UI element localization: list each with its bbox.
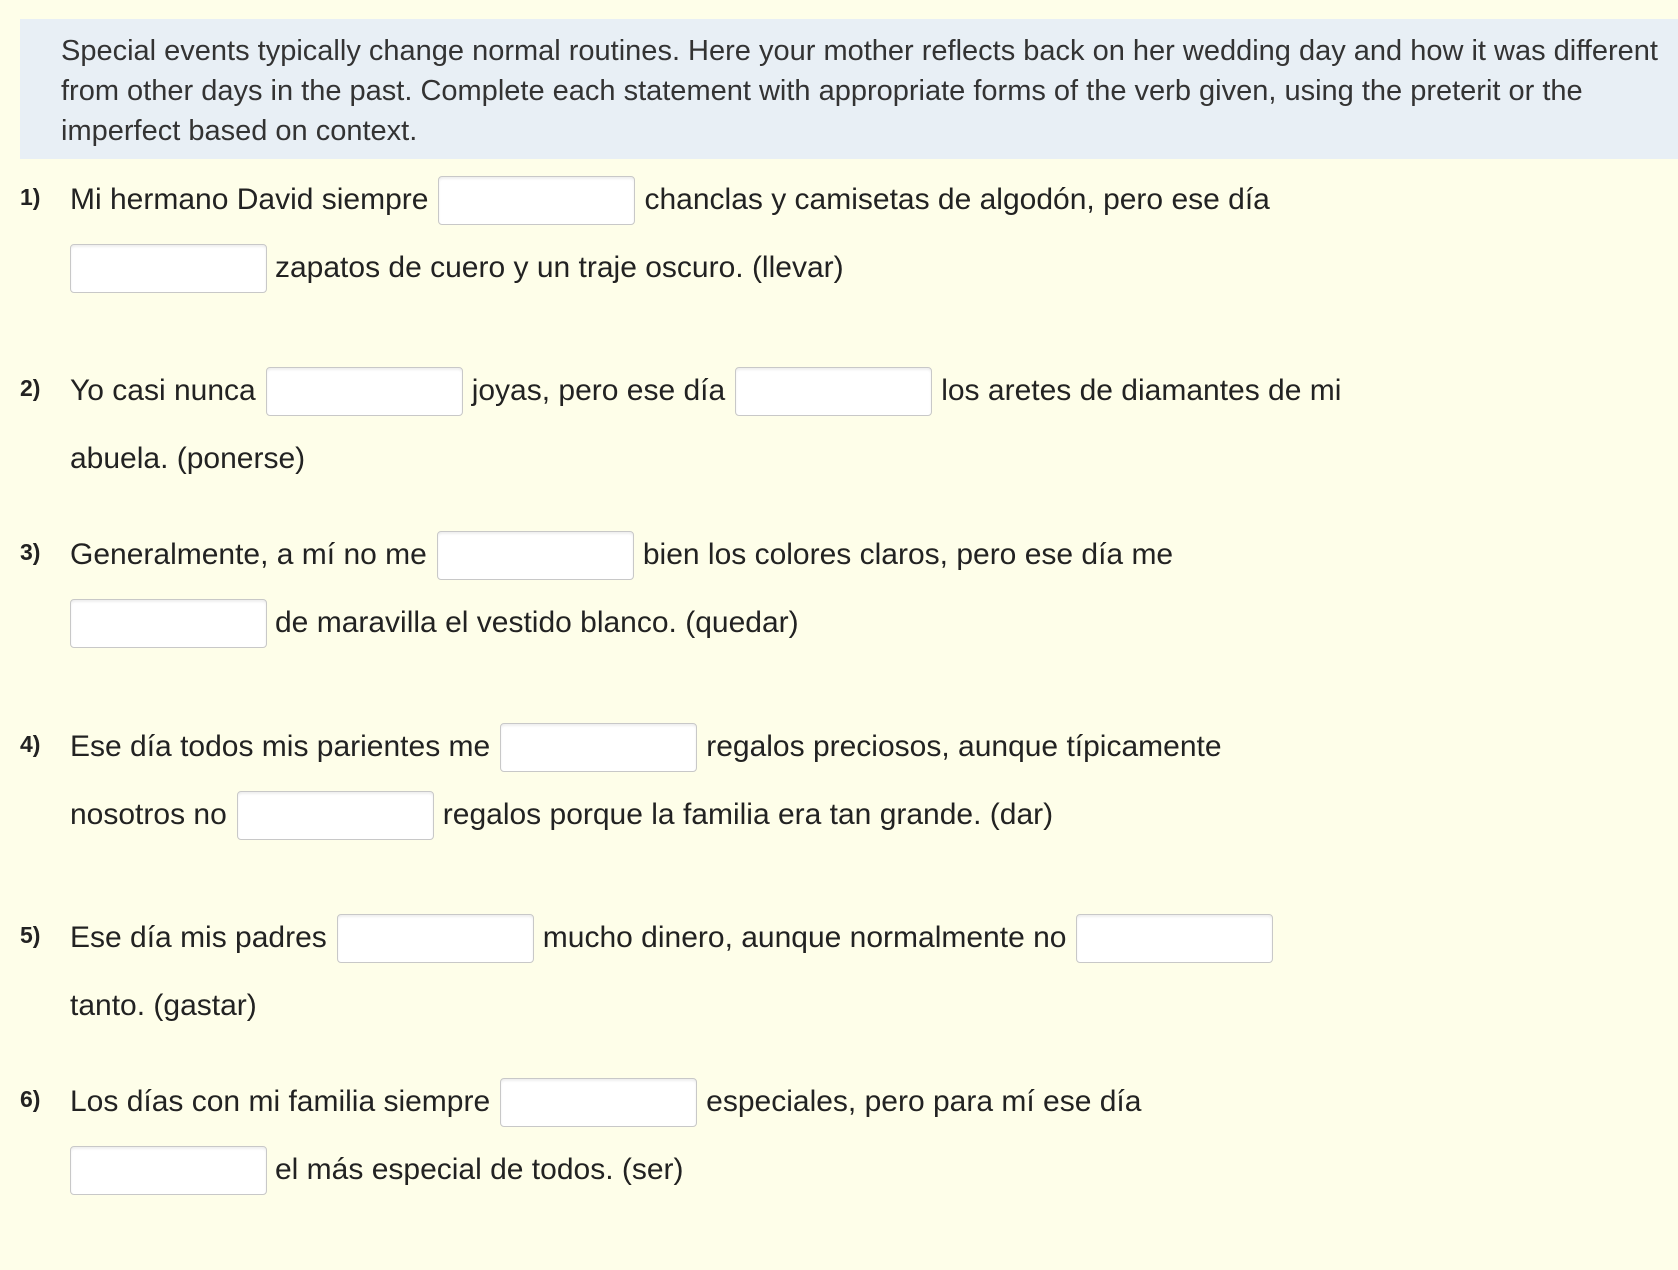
- question-text: Ese día mis padres: [70, 921, 327, 954]
- question-line: [70, 433, 305, 485]
- question-text: Ese día todos mis parientes me: [70, 730, 491, 763]
- instructions-panel: [20, 19, 1678, 159]
- answer-input-1b[interactable]: [70, 244, 267, 293]
- answer-input-4a[interactable]: [500, 723, 697, 772]
- question-line: [70, 980, 257, 1032]
- answer-input-3a[interactable]: [437, 531, 634, 580]
- question-text: Mi hermano David siempre: [70, 183, 429, 216]
- question-line: [70, 721, 1222, 773]
- answer-input-1a[interactable]: [438, 176, 635, 225]
- question-line: [70, 597, 799, 649]
- instructions-text: Special events typically change normal routines. Here your mother reflects back on her wedding day and how it was different from other days in the past. Complete each statement with appropriate forms of the verb given, using the preterit or the imperfect based on context.: [61, 35, 1658, 147]
- question-text: el más especial de todos. (ser): [275, 1153, 684, 1186]
- answer-input-4b[interactable]: [237, 791, 434, 840]
- question-line: [70, 912, 1282, 964]
- question-line: [70, 1076, 1141, 1128]
- question-text: los aretes de diamantes de mi: [941, 374, 1342, 407]
- question-text: bien los colores claros, pero ese día me: [642, 538, 1174, 571]
- question-line: [70, 789, 1053, 841]
- question-number: 1): [20, 184, 41, 210]
- question-line: [70, 529, 1173, 581]
- answer-input-5a[interactable]: [337, 914, 534, 963]
- question-number: 5): [20, 922, 41, 948]
- question-number: 2): [20, 375, 41, 401]
- question-text: tanto. (gastar): [70, 989, 257, 1022]
- question-line: [70, 1144, 684, 1196]
- question-text: zapatos de cuero y un traje oscuro. (llevar): [275, 251, 844, 284]
- question-text: joyas, pero ese día: [471, 374, 726, 407]
- question-text: especiales, pero para mí ese día: [706, 1085, 1142, 1118]
- answer-input-2b[interactable]: [735, 367, 932, 416]
- answer-input-5b[interactable]: [1076, 914, 1273, 963]
- question-text: abuela. (ponerse): [70, 442, 306, 475]
- question-text: mucho dinero, aunque normalmente no: [542, 921, 1067, 954]
- answer-input-6b[interactable]: [70, 1146, 267, 1195]
- question-text: regalos preciosos, aunque típicamente: [706, 730, 1222, 763]
- question-text: nosotros no: [70, 798, 227, 831]
- question-number: 4): [20, 731, 41, 757]
- question-text: Yo casi nunca: [70, 374, 256, 407]
- question-text: Generalmente, a mí no me: [70, 538, 427, 571]
- answer-input-6a[interactable]: [500, 1078, 697, 1127]
- question-text: regalos porque la familia era tan grande. (dar): [442, 798, 1054, 831]
- question-text: chanclas y camisetas de algodón, pero ese día: [644, 183, 1270, 216]
- question-line: [70, 174, 1270, 226]
- question-line: [70, 365, 1341, 417]
- answer-input-2a[interactable]: [266, 367, 463, 416]
- question-number: 3): [20, 539, 41, 565]
- answer-input-3b[interactable]: [70, 599, 267, 648]
- question-text: Los días con mi familia siempre: [70, 1085, 491, 1118]
- question-line: [70, 242, 844, 294]
- question-number: 6): [20, 1086, 41, 1112]
- question-text: de maravilla el vestido blanco. (quedar): [275, 606, 799, 639]
